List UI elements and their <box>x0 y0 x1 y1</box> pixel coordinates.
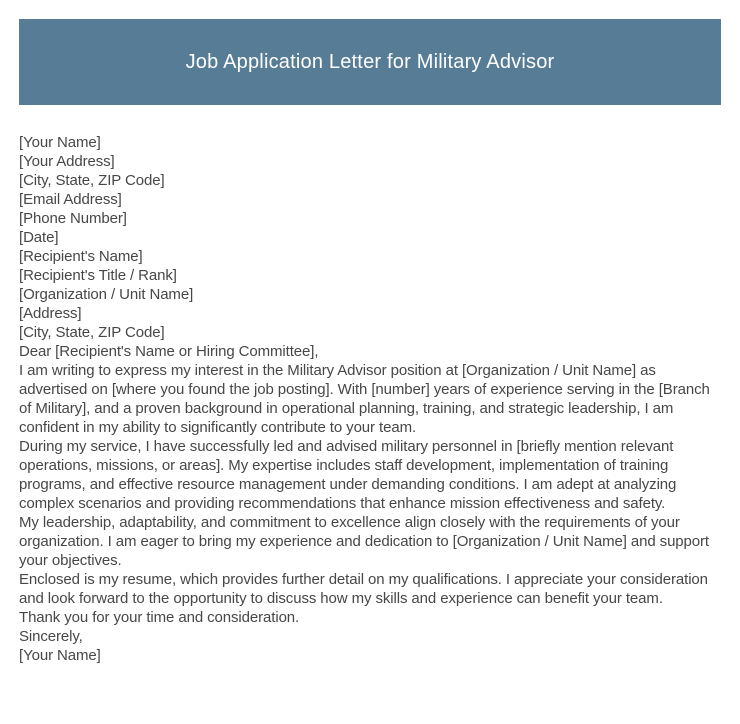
recipient-org-line: [Organization / Unit Name] <box>19 286 194 303</box>
recipient-block <box>19 247 721 342</box>
salutation: Dear [Recipient's Name or Hiring Committee], <box>19 343 319 360</box>
recipient-address-line: [Address] <box>19 305 82 322</box>
letter-paragraph-leadership: My leadership, adaptability, and commitment to excellence align closely with the requirements of your organization. I am eager to bring my experience and dedication to [Organization / Unit Name] and support your objectives. <box>19 514 710 569</box>
title-banner <box>19 19 721 105</box>
recipient-title-line: [Recipient's Title / Rank] <box>19 267 177 284</box>
sender-phone-line: [Phone Number] <box>19 210 127 227</box>
closing: Sincerely, <box>19 628 83 645</box>
letter-paragraph-thanks: Thank you for your time and consideration. <box>19 609 300 626</box>
letter-paragraph-service: During my service, I have successfully led and advised military personnel in [briefly mention relevant operations, missions, or areas]. My expertise includes staff development, implementation of training programs, and effective resource management under demanding conditions. I am adept at analyzing complex scenarios and providing recommendations that enhance mission effectiveness and safety. <box>19 438 677 512</box>
page-title: Job Application Letter for Military Advisor <box>185 50 555 73</box>
sender-block <box>19 133 721 247</box>
letter-paragraph-resume: Enclosed is my resume, which provides further detail on my qualifications. I appreciate your consideration and look forward to the opportunity to discuss how my skills and experience can benefit your team. <box>19 571 708 607</box>
signature: [Your Name] <box>19 647 101 664</box>
sender-name-line: [Your Name] <box>19 134 101 151</box>
letter-body <box>19 133 721 665</box>
recipient-name-line: [Recipient's Name] <box>19 248 143 265</box>
date-line: [Date] <box>19 229 59 246</box>
recipient-city-line: [City, State, ZIP Code] <box>19 324 165 341</box>
sender-address-line: [Your Address] <box>19 153 115 170</box>
letter-paragraph-intro: I am writing to express my interest in the Military Advisor position at [Organization / Unit Name] as advertised on [where you found the job posting]. With [number] years of experience serving in the [Branch of Military], and a proven background in operational planning, training, and strategic leadership, I am confident in my ability to significantly contribute to your team. <box>19 362 710 436</box>
sender-city-line: [City, State, ZIP Code] <box>19 172 165 189</box>
sender-email-line: [Email Address] <box>19 191 122 208</box>
